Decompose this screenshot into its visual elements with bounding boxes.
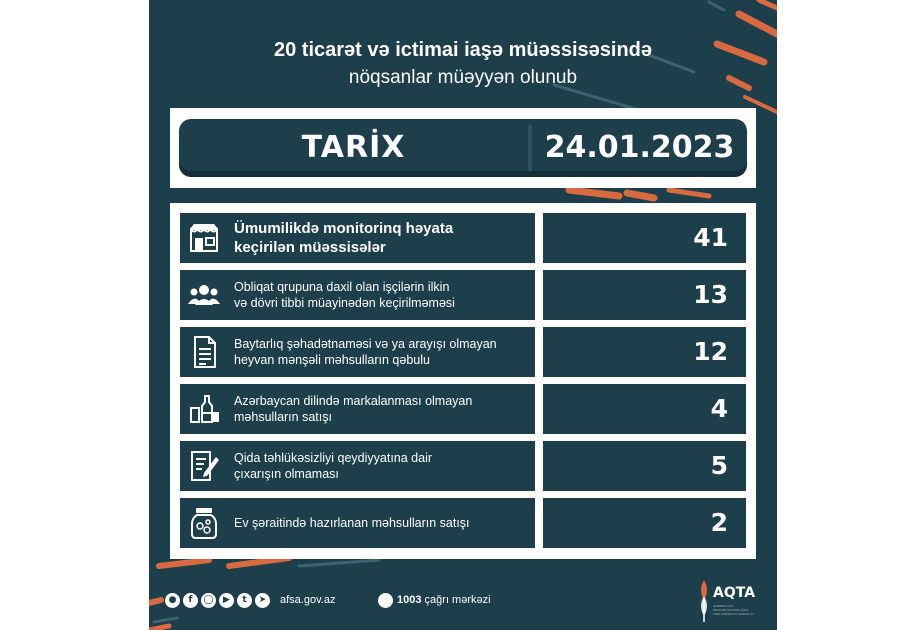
poster-title — [149, 36, 777, 92]
table-row — [180, 270, 746, 320]
row-text — [234, 270, 530, 320]
row-text-line-2: və dövri tibbi müayinədən keçirilməməsi — [234, 296, 455, 310]
form-pen-icon — [188, 449, 220, 483]
store-icon — [188, 221, 220, 255]
row-label-cell — [180, 213, 535, 263]
row-value: 41 — [543, 213, 746, 263]
row-text-line-2: məhsulların satışı — [234, 410, 332, 424]
date-panel — [170, 108, 756, 188]
jar-icon — [188, 506, 220, 540]
wheat-icon — [697, 578, 711, 622]
aqta-logo — [697, 576, 767, 626]
title-line-1: 20 ticarət və ictimai iaşə müəssisəsində — [274, 39, 652, 61]
footer — [149, 572, 777, 630]
row-text-line-1: Azərbaycan dilində markalanması olmayan — [234, 394, 473, 408]
row-value: 2 — [543, 498, 746, 548]
products-icon — [188, 392, 220, 426]
row-value: 4 — [543, 384, 746, 434]
phone-number: 1003 — [397, 594, 422, 606]
table-row — [180, 384, 746, 434]
row-value: 13 — [543, 270, 746, 320]
social-links — [165, 593, 270, 609]
globe-icon[interactable]: ● — [165, 593, 180, 608]
table-row — [180, 327, 746, 377]
row-text — [234, 498, 530, 548]
row-text-line-2: çıxarışın olmaması — [234, 467, 339, 481]
table-row — [180, 498, 746, 548]
row-label-cell — [180, 270, 535, 320]
row-text — [234, 327, 530, 377]
row-text-line-1: Ev şəraitində hazırlanan məhsulların satışı — [234, 516, 470, 530]
group-people-icon — [188, 278, 220, 312]
row-text-line-2: heyvan mənşəli məhsulların qəbulu — [234, 353, 430, 367]
statistics-table — [170, 203, 756, 559]
row-label-cell — [180, 327, 535, 377]
facebook-icon[interactable]: f — [183, 593, 198, 608]
row-value: 5 — [543, 441, 746, 491]
title-line-2: nöqsanlar müəyyən olunub — [348, 67, 578, 88]
date-bar — [179, 119, 747, 177]
twitter-icon[interactable]: t — [237, 593, 252, 608]
row-value: 12 — [543, 327, 746, 377]
infographic-poster — [149, 0, 777, 630]
row-text-line-1: Obliqat qrupuna daxil olan işçilərin ilkin — [234, 280, 450, 294]
date-label: TARİX — [301, 130, 406, 165]
logo-subtext: AZƏRBAYCAN RESPUBLİKASININ QİDA TƏHLÜKƏSİZLİYİ AGENTLİYİ — [713, 604, 754, 616]
row-text-line-2: keçirilən müəssisələr — [234, 239, 386, 256]
row-text-line-1: Baytarlıq şəhadətnaməsi və ya arayışı olmayan — [234, 337, 497, 351]
row-label-cell — [180, 441, 535, 491]
row-label-cell — [180, 384, 535, 434]
row-label-cell — [180, 498, 535, 548]
row-text — [234, 384, 530, 434]
youtube-icon[interactable]: ▶ — [219, 593, 234, 608]
table-row — [180, 213, 746, 263]
phone-label: çağrı mərkəzi — [421, 594, 491, 606]
row-text — [234, 213, 530, 263]
table-row — [180, 441, 746, 491]
row-text-line-1: Ümumilikdə monitorinq həyata — [234, 220, 454, 237]
instagram-icon[interactable]: ◯ — [201, 593, 216, 608]
website-link[interactable]: afsa.gov.az — [280, 594, 336, 606]
logo-text: AQTA — [713, 585, 756, 601]
call-center — [378, 593, 491, 608]
row-text — [234, 441, 530, 491]
phone-icon — [378, 593, 393, 608]
date-value: 24.01.2023 — [544, 130, 735, 165]
row-text-line-1: Qida təhlükəsizliyi qeydiyyatına dair — [234, 451, 433, 465]
telegram-icon[interactable]: ➤ — [255, 593, 270, 608]
document-icon — [188, 335, 220, 369]
